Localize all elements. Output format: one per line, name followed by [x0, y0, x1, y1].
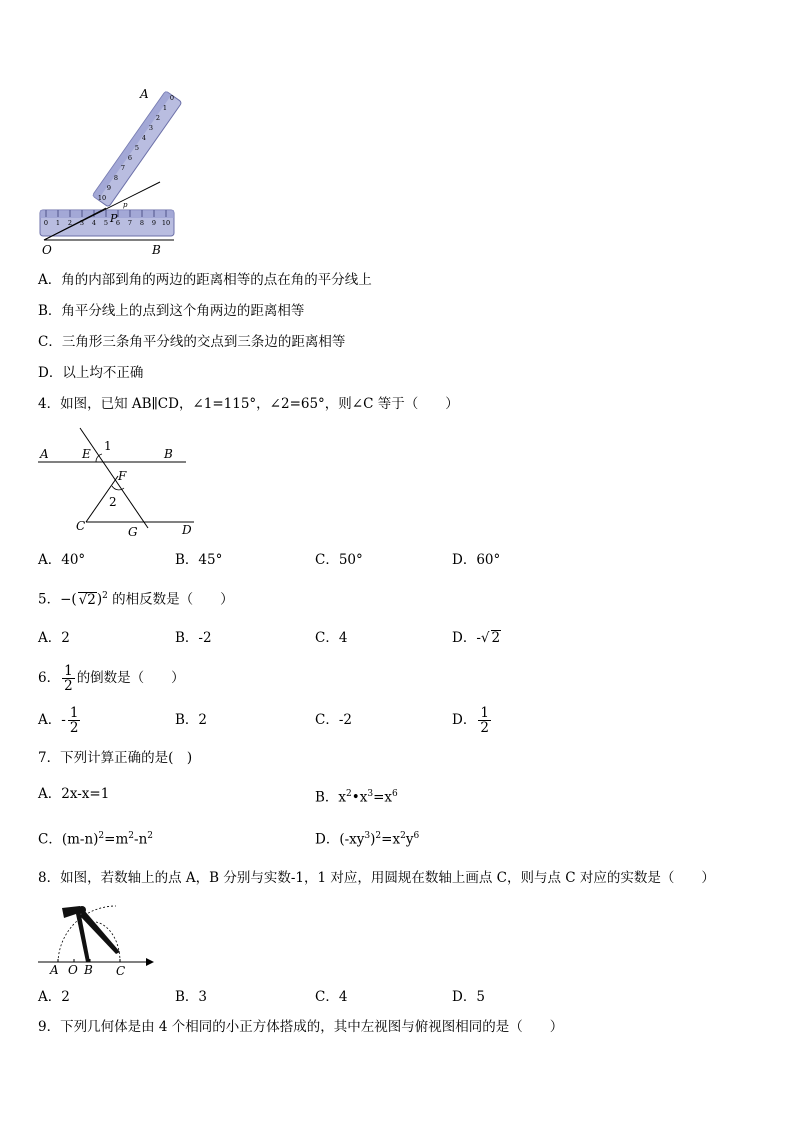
label-B: B [152, 243, 161, 257]
q9-stem: 9．下列几何体是由 4 个相同的小正方体搭成的，其中左视图与俯视图相同的是（ ） [38, 1019, 564, 1035]
label-A: A [40, 447, 49, 461]
ruler2-tick: 2 [67, 219, 73, 227]
ruler1-tick: 3 [148, 124, 154, 132]
label-O: O [68, 963, 78, 977]
q5-stem: 5．−( √2)$^2$ 的相反数是（ ） [38, 591, 234, 608]
q3-option-b[interactable]: B．角平分线上的点到这个角两边的距离相等 [38, 303, 305, 319]
q7-option-b[interactable]: B．$x^2•x^3=x^6$ [315, 789, 398, 806]
q6-option-d[interactable]: D． $\frac{1}{2}$ [452, 705, 489, 736]
q7-option-d[interactable]: D．$(-xy^3)^2=x^2y^6$ [315, 831, 420, 848]
ruler2-tick: 10 [161, 219, 171, 227]
ruler1-tick: 9 [106, 184, 112, 192]
q6-stem: 6． $\frac{1}{2}$ 的倒数是（ ） [38, 663, 185, 694]
ruler1-tick: 4 [141, 134, 147, 142]
label-A: A [50, 963, 59, 977]
label-B: B [84, 963, 93, 977]
parallel-lines-figure [36, 424, 196, 540]
q8-option-c[interactable]: C．4 [315, 989, 348, 1005]
ruler1-tick: 1 [162, 104, 168, 112]
label-C: C [76, 519, 86, 533]
ruler2-tick: 3 [79, 219, 85, 227]
ruler2-tick: 6 [115, 219, 121, 227]
label-D: D [182, 523, 192, 537]
q8-stem: 8．如图，若数轴上的点 A，B 分别与实数-1，1 对应，用圆规在数轴上画点 C，则与点 C 对应的实数是（ ） [38, 870, 715, 886]
label-G: G [128, 525, 138, 539]
ruler2-tick: 8 [139, 219, 145, 227]
q4-stem: 4．如图，已知 AB∥CD，∠1=115°，∠2=65°，则∠C 等于（ ） [38, 396, 459, 412]
ruler2-tick: 5 [103, 219, 109, 227]
angle-1-label: 1 [104, 439, 112, 453]
q7-stem: 7．下列计算正确的是( ) [38, 750, 193, 766]
q8-option-b[interactable]: B．3 [175, 989, 208, 1005]
ruler1-tick: 7 [120, 164, 126, 172]
ruler2-tick: 7 [127, 219, 133, 227]
q5-option-a[interactable]: A．2 [38, 630, 70, 646]
compass-icon [62, 906, 120, 962]
q3-option-c[interactable]: C．三角形三条角平分线的交点到三条边的距离相等 [38, 334, 346, 350]
number-line-compass-figure [36, 896, 160, 978]
ruler1-tick: 6 [127, 154, 133, 162]
label-E: E [82, 447, 91, 461]
label-C: C [116, 964, 126, 978]
ruler1-tick: 5 [134, 144, 140, 152]
ruler2-tick: 0 [43, 219, 49, 227]
label-O: O [42, 243, 52, 257]
label-A: A [140, 87, 149, 101]
ruler2-tick: 4 [91, 219, 97, 227]
q4-option-a[interactable]: A．40° [38, 552, 86, 568]
q6-option-c[interactable]: C．-2 [315, 712, 352, 728]
q3-option-a[interactable]: A．角的内部到角的两边的距离相等的点在角的平分线上 [38, 272, 372, 288]
q6-option-a[interactable]: A．- $\frac{1}{2}$ [38, 705, 79, 736]
q6-option-b[interactable]: B．2 [175, 712, 208, 728]
q5-option-b[interactable]: B．-2 [175, 630, 212, 646]
q5-option-c[interactable]: C．4 [315, 630, 348, 646]
q4-option-c[interactable]: C．50° [315, 552, 363, 568]
ruler1-tick: 2 [155, 114, 161, 122]
q3-option-d[interactable]: D．以上均不正确 [38, 365, 144, 381]
ruler1-tick: 10 [97, 194, 107, 202]
q8-option-a[interactable]: A．2 [38, 989, 70, 1005]
angle-2-label: 2 [109, 495, 117, 509]
label-P: P [110, 212, 118, 225]
ruler2-tick: 9 [151, 219, 157, 227]
q5-option-d[interactable]: D．-√ 2 [452, 630, 501, 646]
label-p-small: p [123, 201, 128, 209]
ruler-angle-figure [34, 84, 194, 260]
q7-option-a[interactable]: A．2x-x=1 [38, 786, 110, 802]
ruler2-tick: 1 [55, 219, 61, 227]
label-B: B [164, 447, 173, 461]
q4-option-d[interactable]: D．60° [452, 552, 501, 568]
ruler1-tick: 8 [113, 174, 119, 182]
q4-option-b[interactable]: B．45° [175, 552, 223, 568]
ruler1-tick: 0 [169, 94, 175, 102]
q8-option-d[interactable]: D．5 [452, 989, 485, 1005]
q7-option-c[interactable]: C．$(m-n)^2=m^2-n^2$ [38, 831, 154, 848]
label-F: F [118, 469, 127, 483]
